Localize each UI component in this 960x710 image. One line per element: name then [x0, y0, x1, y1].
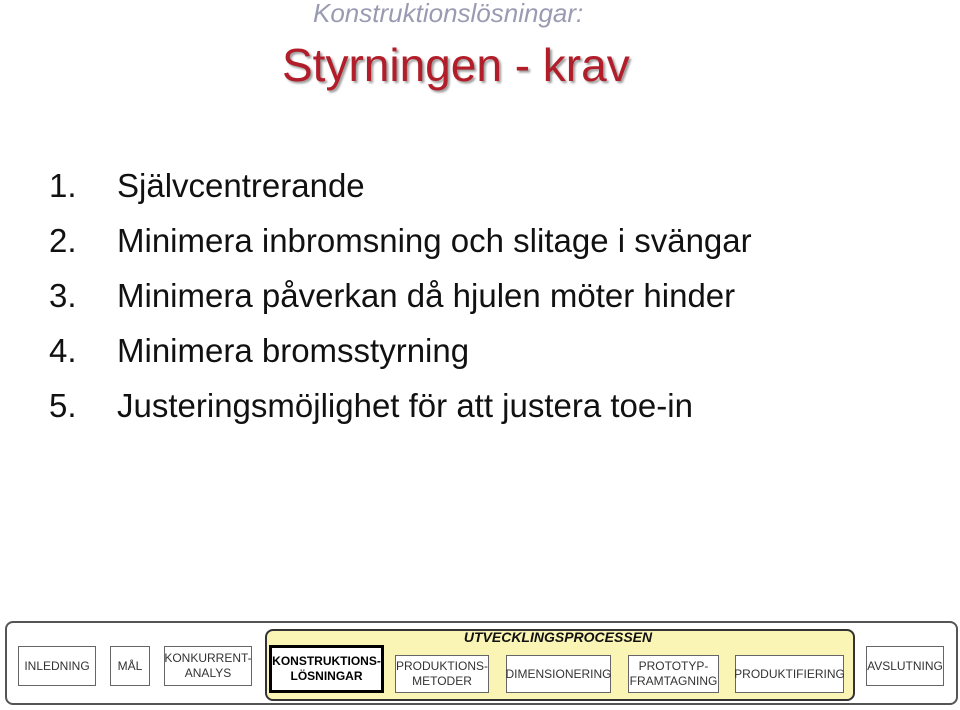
- nav-item-mal[interactable]: MÅL: [110, 646, 150, 686]
- requirements-list: [49, 166, 752, 441]
- list-text: Justeringsmöjlighet för att justera toe-in: [117, 387, 693, 424]
- list-number: 2.: [49, 222, 77, 259]
- nav-item-produktionsmetoder[interactable]: PRODUKTIONS- METODER: [395, 655, 489, 693]
- list-number: 1.: [49, 167, 77, 204]
- process-label: UTVECKLINGSPROCESSEN: [463, 629, 653, 645]
- nav-item-konstruktionslosningar[interactable]: KONSTRUKTIONS- LÖSNINGAR: [269, 645, 384, 693]
- nav-item-prototypframtagning[interactable]: PROTOTYP- FRAMTAGNING: [628, 655, 719, 693]
- list-text: Minimera inbromsning och slitage i svängar: [117, 222, 752, 259]
- list-item: [49, 276, 752, 331]
- slide-title: Styrningen - krav: [282, 39, 630, 91]
- nav-item-avslutning[interactable]: AVSLUTNING: [866, 646, 944, 686]
- nav-item-inledning[interactable]: INLEDNING: [18, 646, 96, 686]
- nav-item-dimensionering[interactable]: DIMENSIONERING: [506, 655, 611, 693]
- list-item: [49, 331, 752, 386]
- list-number: 3.: [49, 277, 77, 314]
- nav-item-konkurrentanalys[interactable]: KONKURRENT- ANALYS: [164, 646, 252, 686]
- slide-subtitle: Konstruktionslösningar:: [313, 0, 584, 28]
- list-item: [49, 166, 752, 221]
- list-text: Minimera påverkan då hjulen möter hinder: [117, 277, 736, 314]
- list-item: [49, 386, 752, 441]
- list-item: [49, 221, 752, 276]
- nav-item-produktifiering[interactable]: PRODUKTIFIERING: [735, 655, 844, 693]
- list-text: Minimera bromsstyrning: [117, 332, 470, 369]
- list-text: Självcentrerande: [117, 167, 365, 204]
- list-number: 4.: [49, 332, 77, 369]
- list-number: 5.: [49, 387, 77, 424]
